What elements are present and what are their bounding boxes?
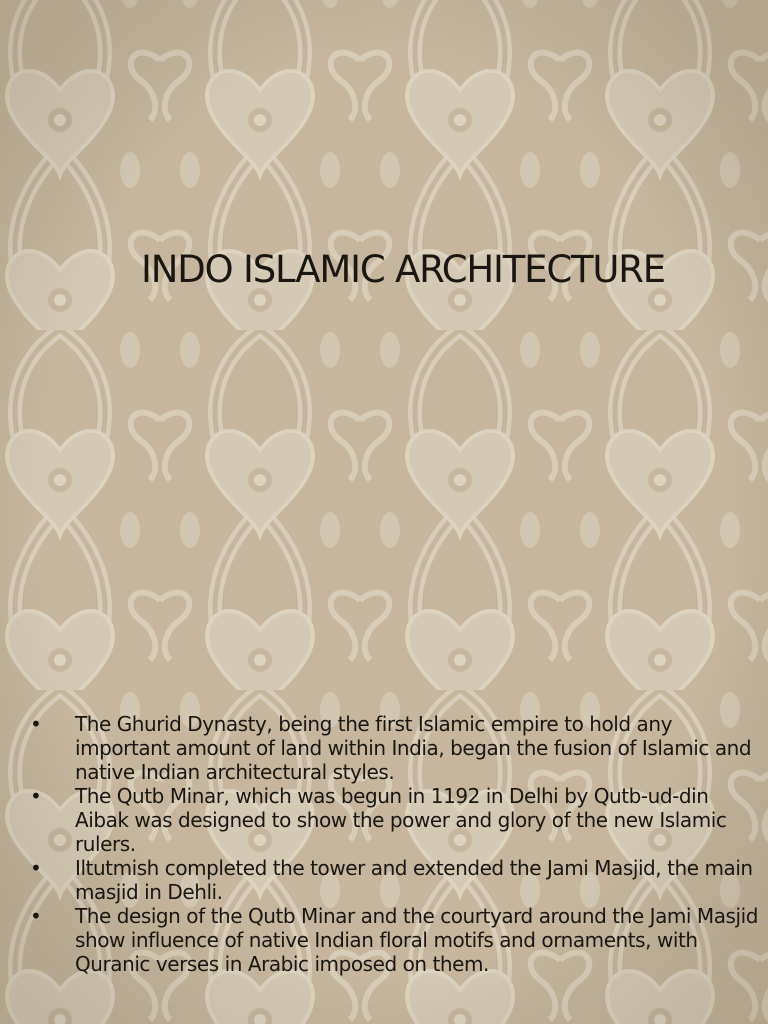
bullet-marker: •	[30, 784, 42, 808]
bullet-list	[30, 712, 760, 976]
bullet-marker: •	[30, 712, 42, 736]
bullet-text: The design of the Qutb Minar and the courtyard around the Jami Masjid show influence of native Indian floral motifs and ornaments, with Quranic verses in Arabic imposed on them.	[75, 904, 758, 976]
slide-title: INDO ISLAMIC ARCHITECTURE	[141, 248, 665, 291]
bullet-text: The Qutb Minar, which was begun in 1192 in Delhi by Qutb-ud-din Aibak was designed to show the power and glory of the new Islamic rulers.	[75, 784, 727, 856]
bullet-marker: •	[30, 904, 42, 928]
bullet-item	[30, 856, 760, 904]
bullet-text: Iltutmish completed the tower and extended the Jami Masjid, the main masjid in Dehli.	[75, 856, 753, 904]
bullet-item	[30, 712, 760, 784]
bullet-item	[30, 784, 760, 856]
bullet-marker: •	[30, 856, 42, 880]
bullet-item	[30, 904, 760, 976]
bullet-text: The Ghurid Dynasty, being the first Islamic empire to hold any important amount of land within India, began the fusion of Islamic and native Indian architectural styles.	[75, 712, 752, 784]
